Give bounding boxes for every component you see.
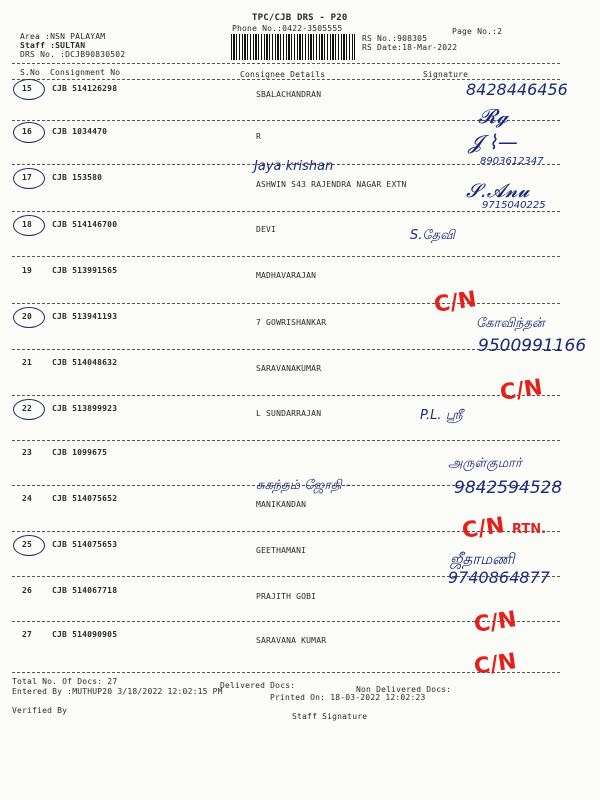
row-divider [12,395,560,396]
sno-circle-mark [13,215,45,236]
signature-17: 𝓢.𝓐𝓷𝓾 [466,180,530,202]
cn-stamp-22: C/N [498,375,545,406]
drs-number: DRS No. :DCJB90830502 [20,50,126,59]
verified-by: Verified By [12,706,68,715]
sno-circle-mark [13,535,45,556]
cn-stamp-27: C/N [472,607,519,638]
row-consignment-no: CJB 153580 [52,173,103,182]
row-consignment-no: CJB 1099675 [52,448,108,457]
handwritten-phone-17: 9715040225 [482,200,546,211]
cn-stamp-20: C/N [432,287,479,318]
cn-stamp-25: C/N [460,513,507,544]
row-consignee: R [256,132,262,141]
row-consignee: SBALACHANDRAN [256,90,322,99]
row-consignment-no: CJB 514075652 [52,494,118,503]
row-divider [12,256,560,257]
handwritten-phone-15: 8428446456 [466,80,568,99]
non-delivered-docs: Non Delivered Docs: [356,685,452,694]
signature-15: 𝓡𝓰 [478,104,509,128]
row-consignee: 7 GOWRISHANKAR [256,318,327,327]
row-consignment-no: CJB 514048632 [52,358,118,367]
signature-22: P.L. ஸ்ரீ [420,408,463,423]
signature-23: அருள்குமார் [448,456,522,471]
signature-18: S.தேவி [410,228,455,243]
total-docs: Total No. Of Docs: 27 [12,677,118,686]
row-sno: 17 [22,173,33,182]
row-consignee: DEVI [256,225,277,234]
row-consignment-no: CJB 513899923 [52,404,118,413]
row-consignee: L SUNDARRAJAN [256,409,322,418]
row-sno: 26 [22,586,33,595]
row-consignee: MANIKANDAN [256,500,307,509]
row-sno: 15 [22,84,33,93]
col-consignment: Consignment No [50,68,121,77]
staff-signature-label: Staff Signature [292,712,368,721]
page-number: Page No.:2 [452,27,503,36]
sno-circle-mark [13,79,45,100]
staff-label: Staff :SULTAN [20,41,86,50]
col-sno: S.No [20,68,41,77]
row-sno: 27 [22,630,33,639]
signature-20: கோவிந்தன் [476,316,545,331]
row-consignee: SARAVANAKUMAR [256,364,322,373]
col-consignee: Consignee Details [240,70,326,79]
row-sno: 21 [22,358,33,367]
row-consignment-no: CJB 514126298 [52,84,118,93]
printed-on: Printed On: 18-03-2022 12:02:23 [270,693,426,702]
row-sno: 22 [22,404,33,413]
row-consignment-no: CJB 514090905 [52,630,118,639]
row-consignment-no: CJB 1034470 [52,127,108,136]
col-signature: Signature [423,70,469,79]
row-divider [12,211,560,212]
footer-divider [12,672,560,673]
row-consignment-no: CJB 514146700 [52,220,118,229]
barcode [231,34,355,60]
handwritten-phone-16: 8903612347 [480,156,544,167]
row-consignee: ASHWIN S43 RAJENDRA NAGAR EXTN [256,180,407,189]
row-sno: 19 [22,266,33,275]
row-consignee: PRAJITH GOBI [256,592,317,601]
row-divider [12,440,560,441]
sno-circle-mark [13,122,45,143]
signature-16: 𝓙 ⌇— [468,130,518,154]
handwritten-note-17: Jaya krishan [254,159,334,174]
rs-number: RS No.:908305 [362,34,428,43]
row-consignee: MADHAVARAJAN [256,271,317,280]
handwritten-phone-24: 9842594528 [454,478,563,498]
row-consignment-no: CJB 513991565 [52,266,118,275]
phone-number: Phone No.:0422-3505555 [232,24,343,33]
handwritten-phone-20: 9500991166 [478,336,587,356]
handwritten-note-24: சுகந்தம் ஜோதி - [256,478,351,493]
delivered-docs: Delivered Docs: [220,681,296,690]
row-sno: 24 [22,494,33,503]
row-sno: 20 [22,312,33,321]
row-sno: 25 [22,540,33,549]
row-divider [12,303,560,304]
rtn-mark-25: RTN. [512,522,547,537]
row-sno: 16 [22,127,33,136]
row-consignee: SARAVANA KUMAR [256,636,327,645]
cn-stamp-footer: C/N [472,649,519,680]
sno-circle-mark [13,399,45,420]
row-consignee: GEETHAMANI [256,546,307,555]
sno-circle-mark [13,307,45,328]
rs-date: RS Date:18-Mar-2022 [362,43,458,52]
handwritten-phone-25: 9740864877 [448,568,550,587]
row-consignment-no: CJB 513941193 [52,312,118,321]
row-consignment-no: CJB 514067718 [52,586,118,595]
row-consignment-no: CJB 514075653 [52,540,118,549]
row-sno: 18 [22,220,33,229]
entered-by: Entered By :MUTHUP20 3/18/2022 12:02:15 PM [12,687,223,696]
document-title: TPC/CJB DRS - P20 [252,13,348,23]
row-sno: 23 [22,448,33,457]
area-label: Area :NSN PALAYAM [20,32,106,41]
sno-circle-mark [13,168,45,189]
signature-25: ஜீதாமணி [450,550,515,568]
header-divider [12,63,560,64]
